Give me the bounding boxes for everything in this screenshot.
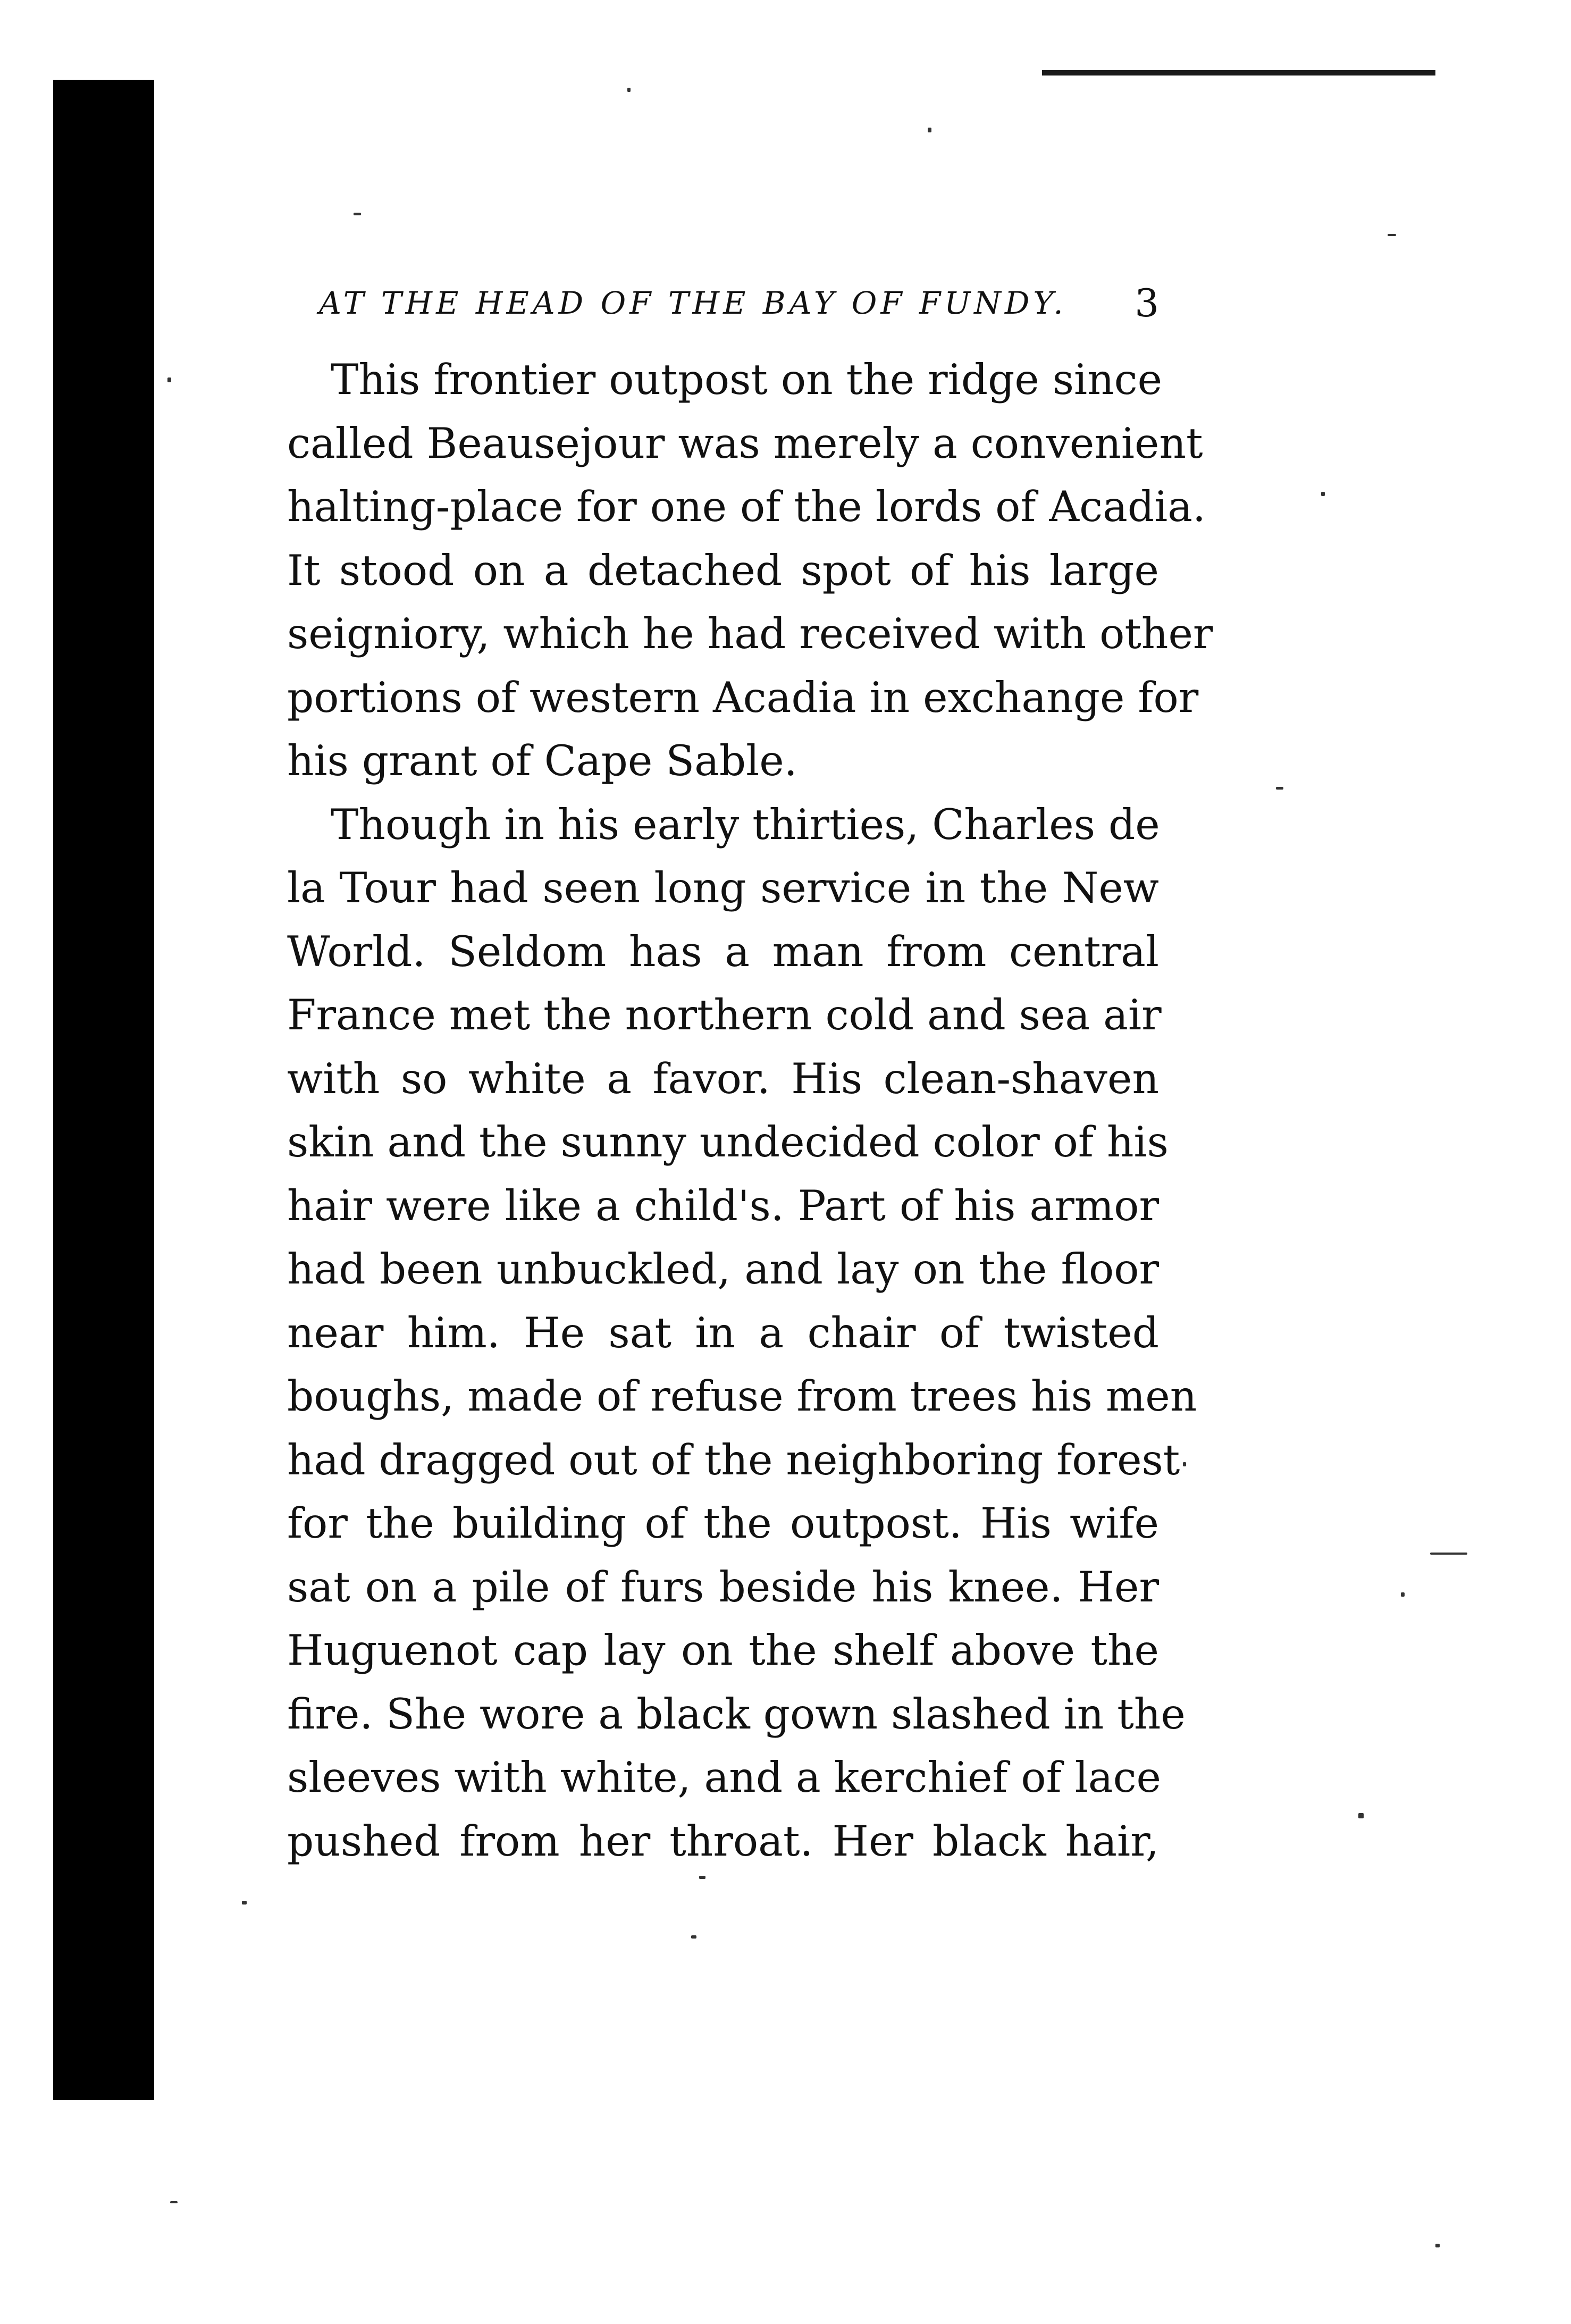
paragraph-1: [287, 348, 1213, 793]
text-line: with so white a favor. His clean-shaven: [287, 1054, 1159, 1103]
body-text: [287, 348, 1213, 1873]
page-number: 3: [1135, 281, 1159, 325]
text-line: la Tour had seen long service in the New: [287, 863, 1159, 912]
scan-speck: [170, 2201, 178, 2203]
scan-speck: [1435, 2244, 1440, 2247]
scan-speck: [691, 1935, 696, 1939]
scan-speck: [1358, 1813, 1364, 1818]
text-line: skin and the sunny undecided color of his: [287, 1118, 1169, 1167]
scan-speck: [354, 213, 361, 215]
text-line: sleeves with white, and a kerchief of lace: [287, 1753, 1162, 1802]
page-binding-shadow: [53, 80, 154, 2100]
scan-speck: [627, 88, 631, 92]
text-line: hair were like a child's. Part of his armor: [287, 1181, 1159, 1230]
text-line: had been unbuckled, and lay on the floor: [287, 1245, 1159, 1294]
text-line: fire. She wore a black gown slashed in the: [287, 1689, 1186, 1739]
text-line: World. Seldom has a man from central: [287, 927, 1159, 976]
paragraph-2: [287, 793, 1197, 1874]
text-line: Huguenot cap lay on the shelf above the: [287, 1626, 1159, 1675]
scan-speck: [1430, 1553, 1467, 1555]
text-line: halting-place for one of the lords of Acadia.: [287, 482, 1206, 531]
text-line: portions of western Acadia in exchange for: [287, 673, 1199, 722]
scan-speck: [1388, 234, 1396, 236]
text-line: seigniory, which he had received with other: [287, 609, 1213, 658]
text-line: called Beausejour was merely a convenient: [287, 418, 1203, 468]
scan-speck: [1183, 1462, 1186, 1466]
text-line: near him. He sat in a chair of twisted: [287, 1308, 1159, 1357]
text-line: had dragged out of the neighboring forest: [287, 1435, 1180, 1484]
text-line: for the building of the outpost. His wife: [287, 1499, 1159, 1548]
running-title: AT THE HEAD OF THE BAY OF FUNDY.: [319, 285, 1067, 321]
scan-speck: [242, 1901, 247, 1904]
running-head: [319, 276, 1159, 330]
text-line: boughs, made of refuse from trees his men: [287, 1372, 1197, 1421]
text-line: It stood on a detached spot of his large: [287, 546, 1159, 595]
text-line: This frontier outpost on the ridge since: [331, 355, 1163, 404]
scan-speck: [1276, 787, 1283, 790]
text-line: France met the northern cold and sea air: [287, 991, 1162, 1039]
scan-speck: [1401, 1592, 1405, 1597]
top-rule: [1042, 70, 1435, 75]
text-line: his grant of Cape Sable.: [287, 736, 797, 785]
scan-speck: [167, 377, 171, 382]
scan-speck: [928, 128, 931, 132]
scan-speck: [1321, 492, 1325, 496]
text-line: Though in his early thirties, Charles de: [331, 800, 1160, 849]
text-line: pushed from her throat. Her black hair,: [287, 1816, 1159, 1866]
text-line: sat on a pile of furs beside his knee. Her: [287, 1562, 1159, 1612]
scan-speck: [699, 1876, 705, 1879]
